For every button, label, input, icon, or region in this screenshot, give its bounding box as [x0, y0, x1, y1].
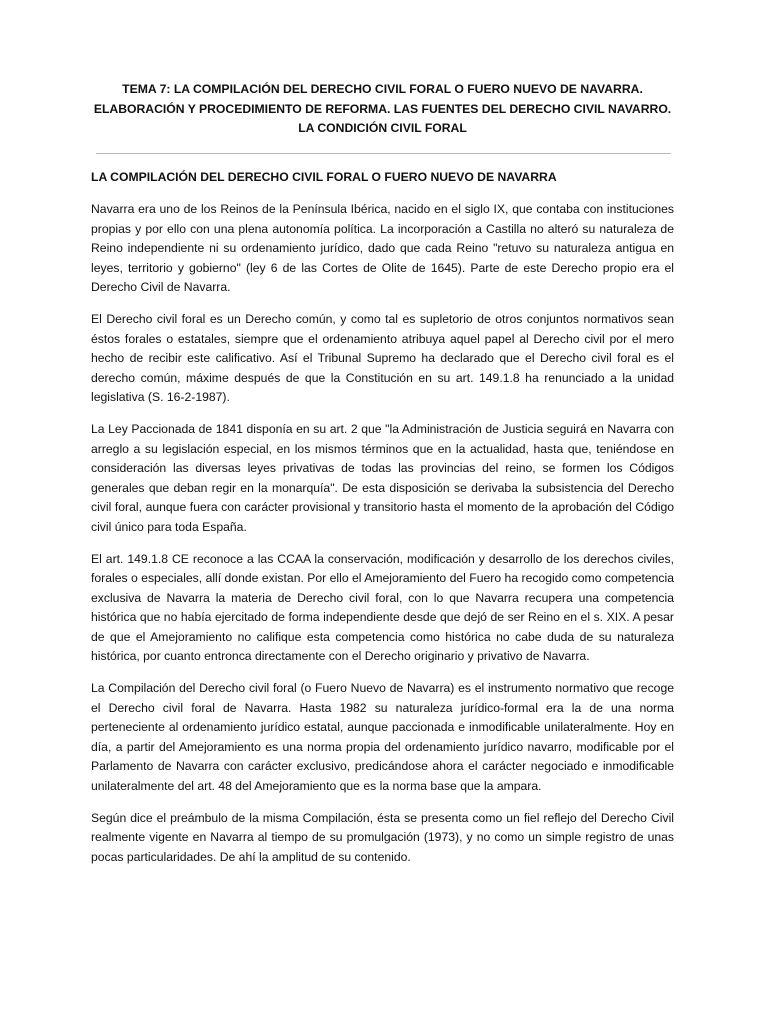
title-divider	[96, 153, 671, 154]
document-title: TEMA 7: LA COMPILACIÓN DEL DERECHO CIVIL FORAL O FUERO NUEVO DE NAVARRA. ELABORACIÓN Y PROCEDIMIENTO DE REFORMA. LAS FUENTES DEL DERECHO CIVIL NAVARRO. LA CONDICIÓN CIVIL FORAL	[93, 82, 672, 135]
section-heading: LA COMPILACIÓN DEL DERECHO CIVIL FORAL O FUERO NUEVO DE NAVARRA	[91, 169, 557, 184]
paragraph-1: Navarra era uno de los Reinos de la Península Ibérica, nacido en el siglo IX, que contaba con instituciones propias y por ello con una plena autonomía política. La incorporación a Castilla no alteró su naturaleza de Reino independiente ni su ordenamiento jurídico, dado que cada Reino "retuvo su naturaleza antigua en leyes, territorio y gobierno" (ley 6 de las Cortes de Olite de 1645). Parte de este Derecho propio era el Derecho Civil de Navarra.	[91, 202, 674, 294]
paragraph-3: La Ley Paccionada de 1841 disponía en su art. 2 que "la Administración de Justicia seguirá en Navarra con arreglo a su legislación especial, en los mismos términos que en la actualidad, hasta que, teniéndose en consideración las diversas leyes privativas de todas las provincias del reino, se formen los Códigos generales que deban regir en la monarquía". De esta disposición se derivaba la subsistencia del Derecho civil foral, aunque fuera con carácter provisional y transitorio hasta el momento de la aprobación del Código civil único para toda España.	[91, 422, 674, 534]
paragraph-2: El Derecho civil foral es un Derecho común, y como tal es supletorio de otros conjuntos normativos sean éstos forales o estatales, siempre que el ordenamiento atribuya aquel papel al Derecho civil por el mero hecho de recibir este calificativo. Así el Tribunal Supremo ha declarado que el Derecho civil foral es el derecho común, máxime después de que la Constitución en su art. 149.1.8 ha renunciado a la unidad legislativa (S. 16-2-1987).	[91, 312, 674, 404]
paragraph-5: La Compilación del Derecho civil foral (o Fuero Nuevo de Navarra) es el instrumento normativo que recoge el Derecho civil foral de Navarra. Hasta 1982 su naturaleza jurídico-formal era la de una norma perteneciente al ordenamiento jurídico estatal, aunque paccionada e inmodificable unilateralmente. Hoy en día, a partir del Amejoramiento es una norma propia del ordenamiento jurídico navarro, modificable por el Parlamento de Navarra con carácter exclusivo, predicándose ahora el carácter negociado e inmodificable unilateralmente del art. 48 del Amejoramiento que es la norma base que la ampara.	[91, 681, 674, 793]
paragraph-6: Según dice el preámbulo de la misma Compilación, ésta se presenta como un fiel reflejo del Derecho Civil realmente vigente en Navarra al tiempo de su promulgación (1973), y no como un simple registro de unas pocas particularidades. De ahí la amplitud de su contenido.	[91, 810, 674, 864]
paragraph-4: El art. 149.1.8 CE reconoce a las CCAA la conservación, modificación y desarrollo de los derechos civiles, forales o especiales, allí donde existan. Por ello el Amejoramiento del Fuero ha recogido como competencia exclusiva de Navarra la materia de Derecho civil foral, con lo que Navarra recupera una competencia histórica que no había ejercitado de forma independiente desde que dejó de ser Reino en el s. XIX. A pesar de que el Amejoramiento no califique esta competencia como histórica no cabe duda de su naturaleza histórica, por cuanto entronca directamente con el Derecho originario y privativo de Navarra.	[91, 551, 674, 663]
document-page	[91, 80, 674, 880]
